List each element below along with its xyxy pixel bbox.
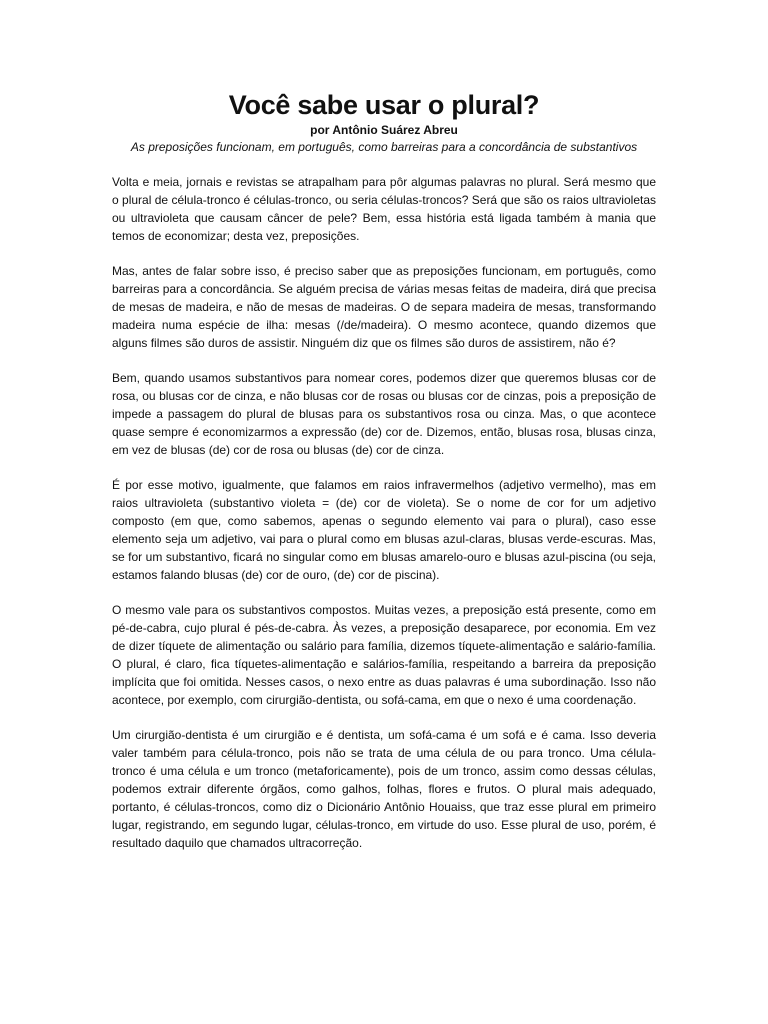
paragraph-4: É por esse motivo, igualmente, que falamos em raios infravermelhos (adjetivo vermelho), mas em raios ultravioleta (substantivo violeta = (de) cor de violeta). Se o nome de cor for um adjetivo composto (em que, como sabemos, apenas o segundo elemento vai para o plural), caso esse elemento seja um adjetivo, vai para o plural como em blusas azul-claras, blusas verde-escuras. Mas, se for um substantivo, ficará no singular como em blusas amarelo-ouro e blusas azul-piscina (ou seja, estamos falando blusas (de) cor de ouro, (de) cor de piscina). (112, 478, 656, 582)
document-page (112, 88, 656, 869)
paragraph-5: O mesmo vale para os substantivos compostos. Muitas vezes, a preposição está presente, como em pé-de-cabra, cujo plural é pés-de-cabra. Às vezes, a preposição desaparece, por economia. Em vez de dizer tíquete de alimentação ou salário para família, dizemos tíquete-alimentação e salário-família. O plural, é claro, fica tíquetes-alimentação e salários-família, respeitando a barreira da preposição implícita que foi omitida. Nesses casos, o nexo entre as duas palavras é uma subordinação. Isso não acontece, por exemplo, com cirurgião-dentista, ou sofá-cama, em que o nexo é uma coordenação. (112, 603, 656, 707)
article-body (112, 173, 656, 852)
paragraph-2: Mas, antes de falar sobre isso, é preciso saber que as preposições funcionam, em português, como barreiras para a concordância. Se alguém precisa de várias mesas feitas de madeira, dirá que precisa de mesas de madeira, e não de mesas de madeiras. O de separa madeira de mesas, transformando madeira numa espécie de ilha: mesas (/de/madeira). O mesmo acontece, quando dizemos que alguns filmes são duros de assistir. Ninguém diz que os filmes são duros de assistirem, não é? (112, 264, 656, 350)
paragraph-3: Bem, quando usamos substantivos para nomear cores, podemos dizer que queremos blusas cor de rosa, ou blusas cor de cinza, e não blusas cor de rosas ou blusas cor de cinzas, pois a preposição de impede a passagem do plural de blusas para os substantivos rosa ou cinza. Mas, o que acontece quase sempre é economizarmos a expressão (de) cor de. Dizemos, então, blusas rosa, blusas cinza, em vez de blusas (de) cor de rosa ou blusas (de) cor de cinza. (112, 371, 656, 457)
article-byline: por Antônio Suárez Abreu (310, 123, 458, 137)
paragraph-1: Volta e meia, jornais e revistas se atrapalham para pôr algumas palavras no plural. Será mesmo que o plural de célula-tronco é células-tronco, ou seria células-troncos? Será que são os raios ultravioletas ou ultravioleta que causam câncer de pele? Bem, essa história está ligada também à mania que temos de economizar; desta vez, preposições. (112, 175, 656, 243)
article-title: Você sabe usar o plural? (228, 90, 540, 120)
article-subtitle: As preposições funcionam, em português, como barreiras para a concordância de substantivos (130, 140, 638, 154)
paragraph-6: Um cirurgião-dentista é um cirurgião e é dentista, um sofá-cama é um sofá e é cama. Isso deveria valer também para célula-tronco, pois não se trata de uma célula de ou para tronco. Uma célula-tronco é uma célula e um tronco (metaforicamente), pois de um tronco, assim como dessas células, podemos extrair diferente órgãos, como galhos, folhas, flores e frutos. O plural mais adequado, portanto, é células-troncos, como diz o Dicionário Antônio Houaiss, que traz esse plural em primeiro lugar, registrando, em segundo lugar, células-tronco, em virtude do uso. Esse plural de uso, porém, é resultado daquilo que chamados ultracorreção. (112, 728, 656, 850)
